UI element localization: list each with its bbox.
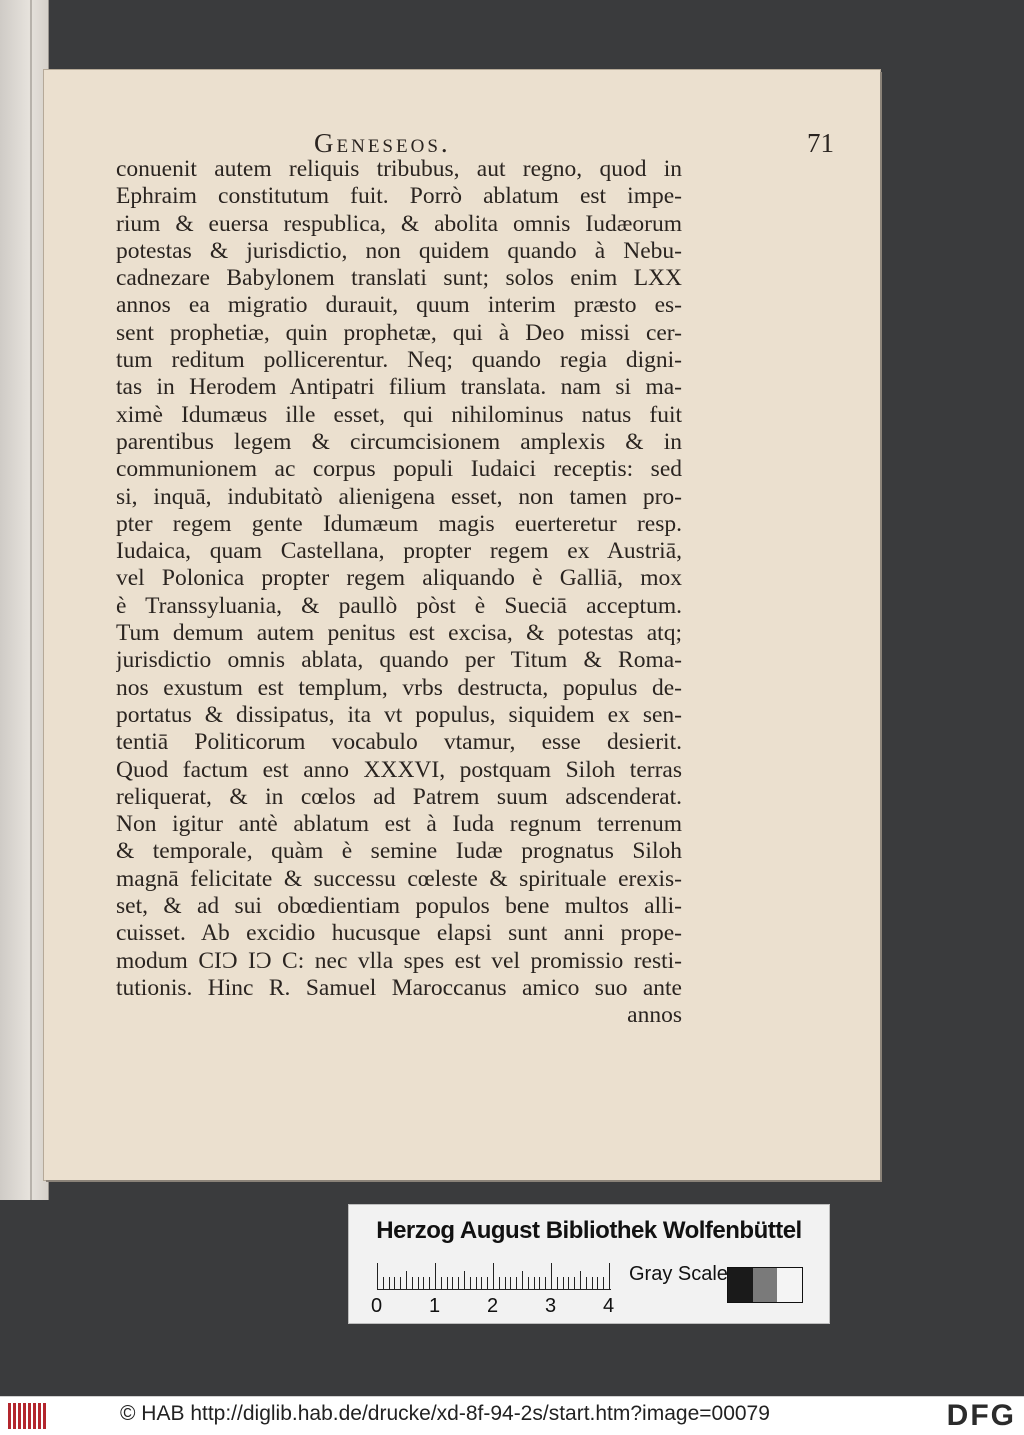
ruler-tick xyxy=(429,1277,430,1289)
text-line: è Transsyluania, & paullò pòst è Sueciā acceptum. xyxy=(116,592,682,619)
text-line: set, & ad sui obœdientiam populos bene multos alli- xyxy=(116,893,682,920)
ruler-tick xyxy=(528,1277,529,1289)
ruler-tick xyxy=(394,1277,395,1289)
page-number: 71 xyxy=(807,128,834,158)
ruler-tick xyxy=(510,1277,511,1289)
ruler-tick xyxy=(586,1277,587,1289)
ruler-tick xyxy=(400,1277,401,1289)
gray-swatch xyxy=(728,1268,753,1302)
ruler-tick xyxy=(592,1277,593,1289)
text-line: Non igitur antè ablatum est à Iuda regnum terrenum xyxy=(116,811,682,838)
logo-bar xyxy=(8,1403,11,1429)
text-line: Iudaica, quam Castellana, propter regem ex Austriā, xyxy=(116,538,682,565)
ruler-tick xyxy=(597,1277,598,1289)
ruler-label: 0 xyxy=(371,1295,383,1317)
ruler-tick xyxy=(522,1271,523,1289)
color-target-card xyxy=(348,1204,830,1324)
ruler-tick xyxy=(551,1263,552,1289)
dfg-logo: DFG xyxy=(946,1399,1016,1432)
previous-page-edge xyxy=(0,0,49,1200)
text-line: tentiā Politicorum vocabulo vtamur, esse desierit. xyxy=(116,729,682,756)
book-page xyxy=(44,70,880,1180)
logo-bar xyxy=(23,1403,26,1429)
ruler-tick xyxy=(568,1277,569,1289)
ruler-tick xyxy=(609,1263,610,1289)
ruler-label: 1 xyxy=(429,1295,441,1317)
text-line: nos exustum est templum, vrbs destructa, populus de- xyxy=(116,674,682,701)
gray-scale-swatches xyxy=(727,1267,803,1303)
running-head-title: Geneseos. xyxy=(314,128,451,158)
ruler-tick xyxy=(452,1277,453,1289)
ruler-tick xyxy=(412,1277,413,1289)
ruler-labels xyxy=(371,1295,631,1319)
text-line: vel Polonica propter regem aliquando è Galliā, mox xyxy=(116,565,682,592)
footer-bar xyxy=(0,1396,1024,1435)
ruler-tick xyxy=(435,1263,436,1289)
gray-swatch xyxy=(753,1268,778,1302)
body-text xyxy=(116,156,682,1030)
ruler-tick xyxy=(406,1271,407,1289)
text-line: tas in Herodem Antipatri filium translata. nam si ma- xyxy=(116,374,682,401)
ruler-tick xyxy=(603,1277,604,1289)
text-line: conuenit autem reliquis tribubus, aut regno, quod in xyxy=(116,156,682,182)
text-line: Quod factum est anno XXXVI, postquam Siloh terras xyxy=(116,756,682,783)
text-line: annos ea migratio durauit, quum interim præsto es- xyxy=(116,292,682,319)
text-line: ximè Idumæus ille esset, qui nihilominus natus fuit xyxy=(116,401,682,428)
text-line: jurisdictio omnis ablata, quando per Titum & Roma- xyxy=(116,647,682,674)
ruler-tick xyxy=(539,1277,540,1289)
ruler-tick xyxy=(447,1277,448,1289)
ruler-tick xyxy=(505,1277,506,1289)
text-line: reliquerat, & in cœlos ad Patrem suum adscenderat. xyxy=(116,783,682,810)
gray-scale-label: Gray Scale xyxy=(629,1263,728,1285)
page-edge-line xyxy=(30,0,32,1200)
hab-logo-icon xyxy=(8,1403,48,1429)
ruler-tick xyxy=(441,1277,442,1289)
credit-link[interactable]: © HAB http://diglib.hab.de/drucke/xd-8f-94-2s/start.htm?image=00079 xyxy=(120,1402,770,1425)
ruler-tick xyxy=(534,1277,535,1289)
ruler-tick xyxy=(580,1271,581,1289)
text-line: Tum demum autem penitus est excisa, & potestas atq; xyxy=(116,620,682,647)
ruler-tick xyxy=(563,1277,564,1289)
ruler-tick xyxy=(470,1277,471,1289)
ruler-tick xyxy=(389,1277,390,1289)
logo-bar xyxy=(28,1403,31,1429)
text-line: cuisset. Ab excidio hucusque elapsi sunt anni prope- xyxy=(116,920,682,947)
text-line: pter regem gente Idumæum magis euerteretur resp. xyxy=(116,510,682,537)
logo-bar xyxy=(38,1403,41,1429)
ruler-tick xyxy=(574,1277,575,1289)
gray-swatch xyxy=(777,1268,802,1302)
ruler-label: 3 xyxy=(545,1295,557,1317)
ruler-tick xyxy=(493,1263,494,1289)
text-line: cadnezare Babylonem translati sunt; solos enim LXX xyxy=(116,265,682,292)
ruler-tick xyxy=(499,1277,500,1289)
logo-bar xyxy=(33,1403,36,1429)
ruler-label: 4 xyxy=(603,1295,615,1317)
logo-bar xyxy=(43,1403,46,1429)
ruler-tick xyxy=(418,1277,419,1289)
text-line: si, inquā, indubitatò alienigena esset, non tamen pro- xyxy=(116,483,682,510)
text-line: magnā felicitate & successu cœleste & spirituale erexis- xyxy=(116,865,682,892)
ruler-tick xyxy=(464,1271,465,1289)
text-line: sent prophetiæ, quin prophetæ, qui à Deo missi cer- xyxy=(116,319,682,346)
ruler-tick xyxy=(423,1277,424,1289)
ruler-tick xyxy=(458,1277,459,1289)
ruler-label: 2 xyxy=(487,1295,499,1317)
text-line: modum CIƆ IƆ C: nec vlla spes est vel promissio resti- xyxy=(116,947,682,974)
ruler-baseline xyxy=(377,1289,611,1290)
ruler-tick xyxy=(545,1277,546,1289)
logo-bar xyxy=(13,1403,16,1429)
text-line: & temporale, quàm è semine Iudæ prognatus Siloh xyxy=(116,838,682,865)
text-line: parentibus legem & circumcisionem amplexis & in xyxy=(116,428,682,455)
text-line: Ephraim constitutum fuit. Porrò ablatum est impe- xyxy=(116,183,682,210)
ruler-tick xyxy=(557,1277,558,1289)
ruler-tick xyxy=(481,1277,482,1289)
text-line: rium & euersa respublica, & abolita omnis Iudæorum xyxy=(116,210,682,237)
ruler-tick xyxy=(516,1277,517,1289)
text-line: tum reditum pollicerentur. Neq; quando regia digni- xyxy=(116,347,682,374)
ruler-tick xyxy=(377,1263,378,1289)
catchword: annos xyxy=(627,1002,682,1029)
text-line: communionem ac corpus populi Iudaici receptis: sed xyxy=(116,456,682,483)
logo-bar xyxy=(18,1403,21,1429)
ruler-tick xyxy=(383,1277,384,1289)
institution-name: Herzog August Bibliothek Wolfenbüttel xyxy=(376,1217,802,1244)
ruler-tick xyxy=(487,1277,488,1289)
text-line: portatus & dissipatus, ita vt populus, siquidem ex sen- xyxy=(116,701,682,728)
text-line: potestas & jurisdictio, non quidem quando à Nebu- xyxy=(116,237,682,264)
ruler-tick xyxy=(476,1277,477,1289)
text-line: tutionis. Hinc R. Samuel Maroccanus amico suo ante xyxy=(116,974,682,1001)
scale-ruler xyxy=(377,1259,617,1291)
